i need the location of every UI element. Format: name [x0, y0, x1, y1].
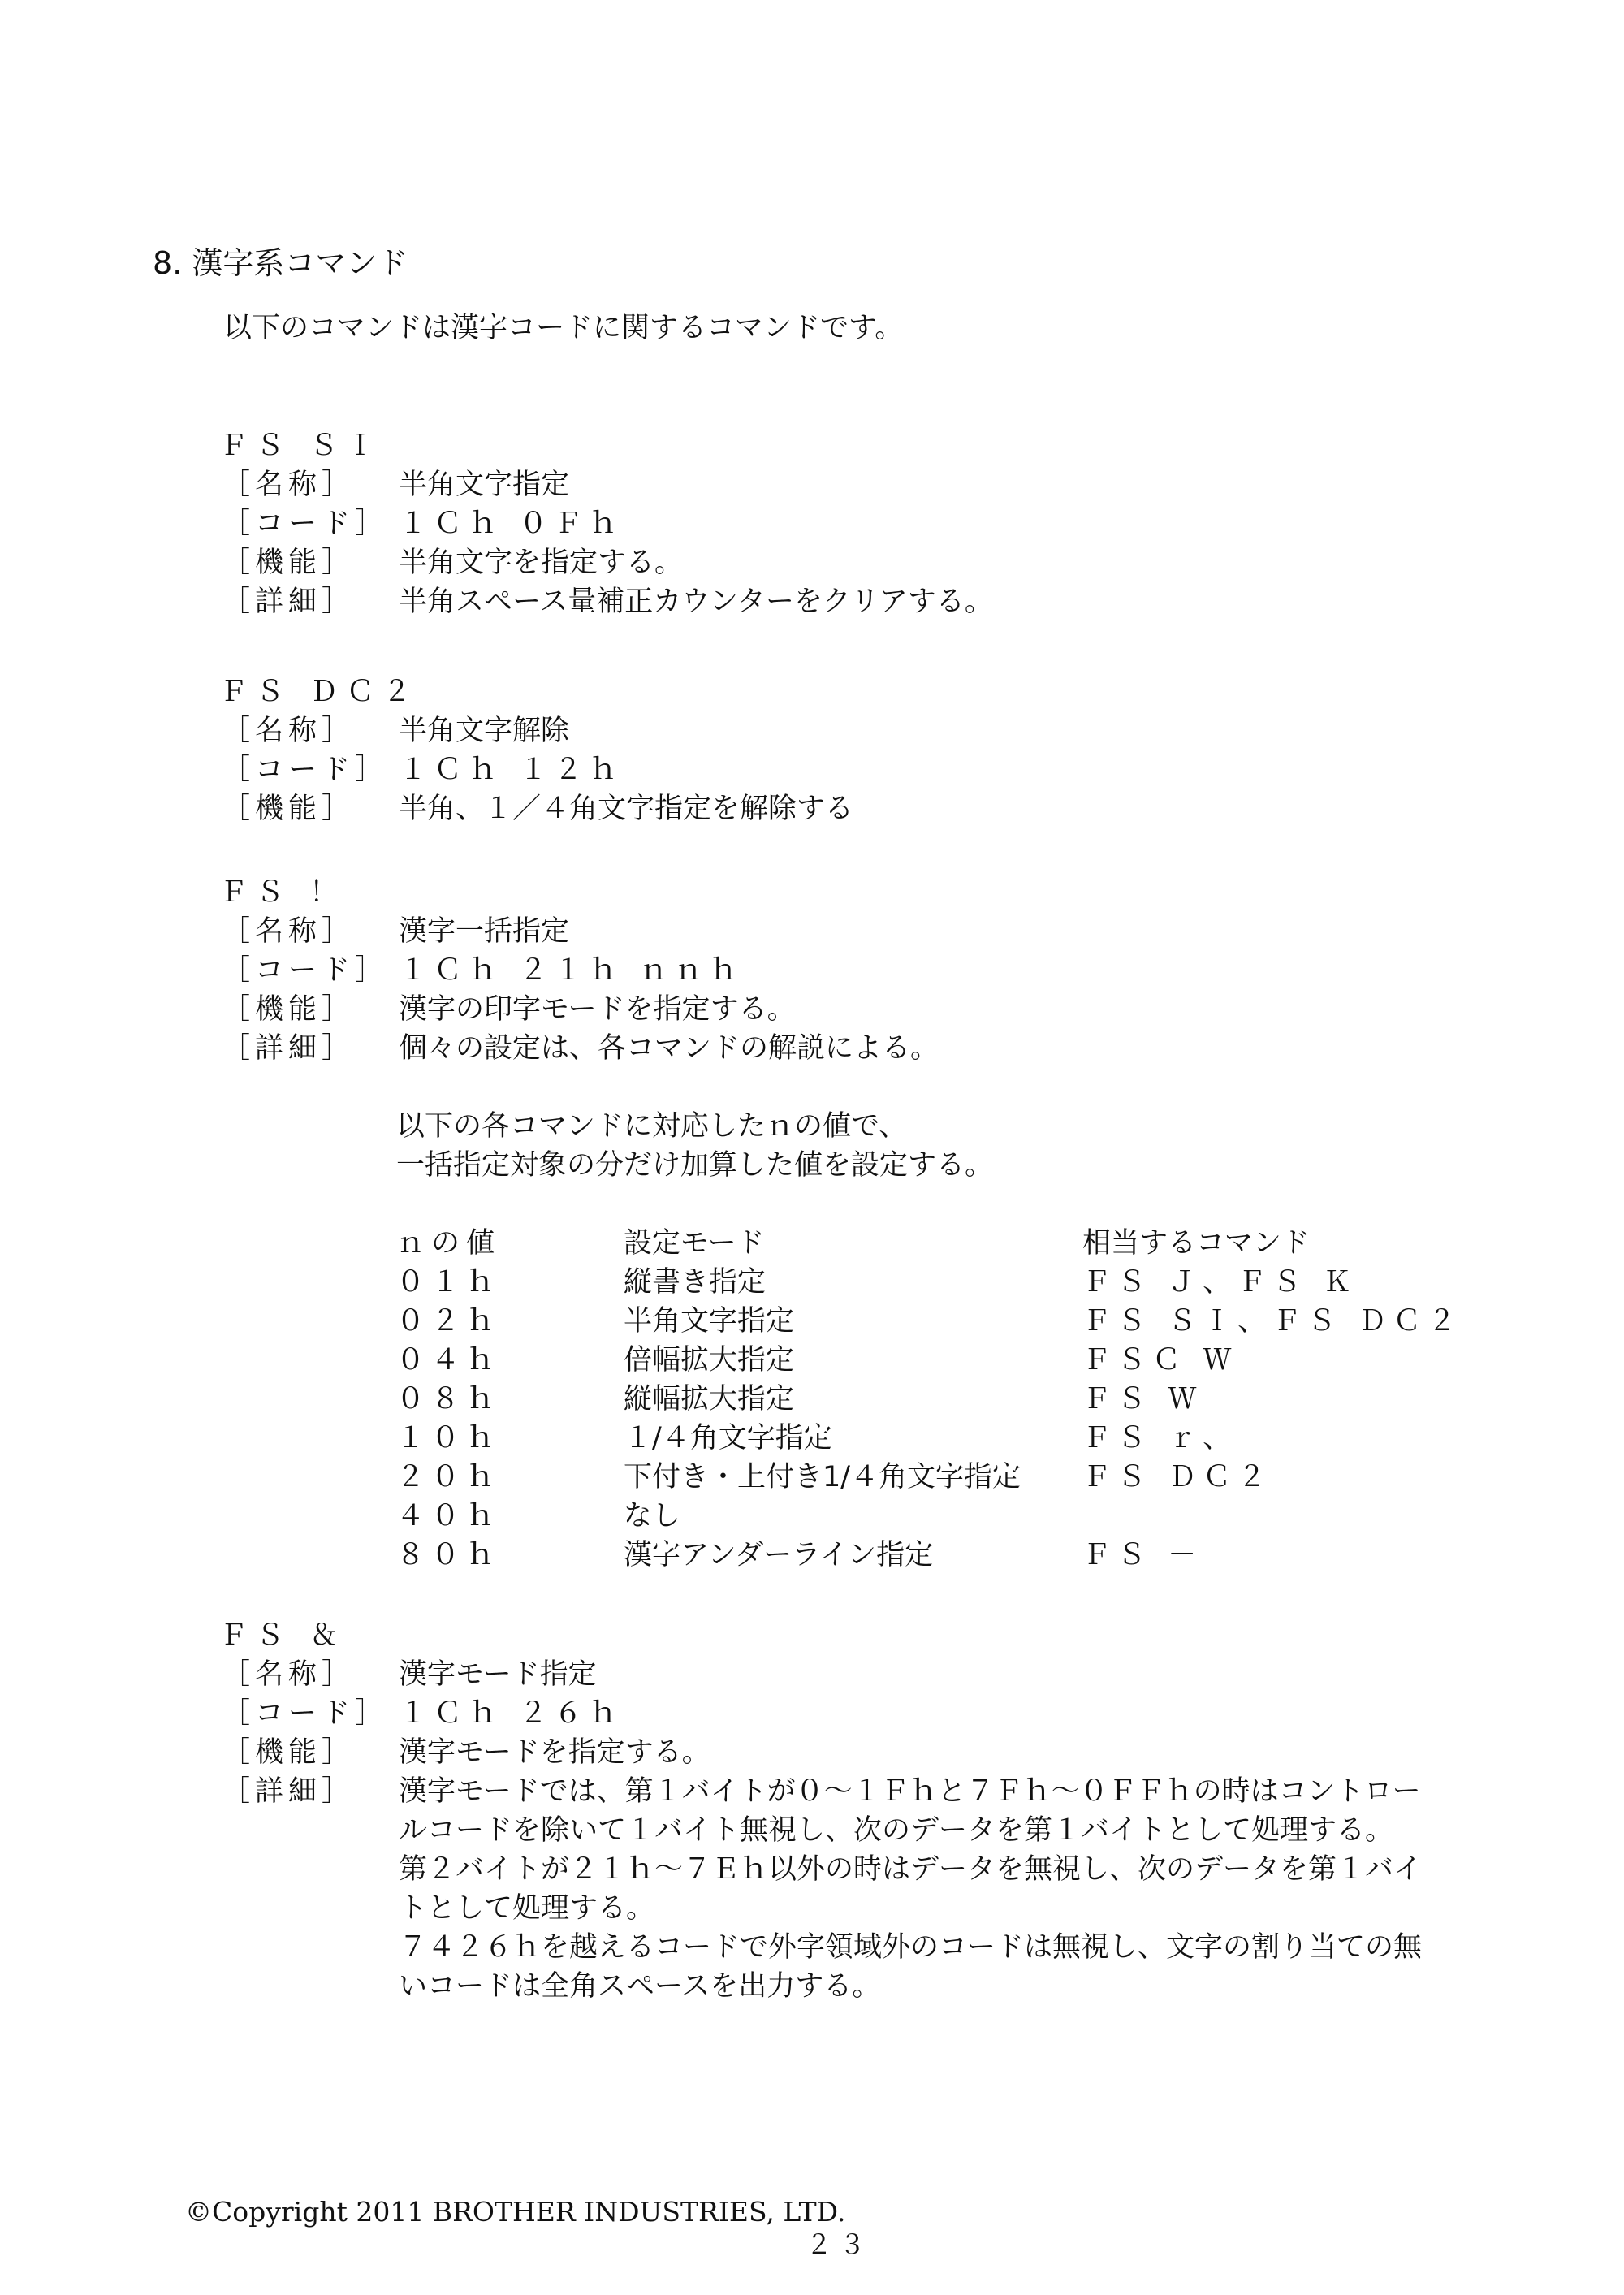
table-header: ｎの値 [396, 1227, 502, 1260]
field-value: 漢字一括指定 [399, 915, 570, 948]
field-label: ［名称］ [222, 469, 356, 501]
field-label: ［名称］ [222, 715, 356, 747]
field-label: ［コード］ [222, 508, 389, 540]
field-row [219, 1694, 1503, 1733]
table-cell: 下付き・上付き1/４角文字指定 [624, 1461, 1021, 1493]
field-row [219, 990, 1462, 1029]
command-name: ＦＳ ＆ [219, 1619, 347, 1652]
field-label: ［機能］ [222, 793, 356, 825]
detail-line: ルコードを除いて１バイト無視し、次のデータを第１バイトとして処理する。 [399, 1814, 1394, 1847]
field-row [219, 1029, 1462, 1068]
field-value: １Ｃｈ ２６ｈ [399, 1697, 624, 1730]
field-row [219, 1772, 1503, 2006]
copyright-footer: ©Copyright 2011 BROTHER INDUSTRIES, LTD. [185, 2196, 846, 2228]
field-label: ［コード］ [222, 754, 389, 786]
command-fs-exclamation [219, 873, 1462, 1575]
table-cell: ０２ｈ [396, 1305, 502, 1338]
field-row [219, 465, 993, 504]
field-label: ［コード］ [222, 954, 389, 987]
table-cell: ＦＳ － [1082, 1539, 1203, 1571]
detail-line: トとして処理する。 [399, 1892, 655, 1925]
field-label: ［詳細］ [222, 1775, 356, 1808]
table-cell: ＦＳ Ｗ [1082, 1383, 1203, 1415]
field-value: 半角スペース量補正カウンターをクリアする。 [399, 586, 993, 618]
table-cell: １/４角文字指定 [624, 1422, 832, 1454]
paragraph-line: 一括指定対象の分だけ加算した値を設定する。 [396, 1149, 994, 1182]
field-value: 半角文字を指定する。 [399, 547, 684, 579]
field-value: 個々の設定は、各コマンドの解説による。 [399, 1032, 939, 1065]
field-value: １Ｃｈ ２１ｈ ｎｎｈ [399, 954, 745, 987]
table-cell: ＦＳＣ Ｗ [1082, 1344, 1238, 1377]
field-row [219, 1655, 1503, 1694]
section-heading: 8. 漢字系コマンド [153, 245, 408, 281]
field-value: １Ｃｈ ０Ｆｈ [399, 508, 624, 540]
command-name: ＦＳ ＤＣ２ [219, 676, 420, 708]
table-row [396, 1302, 1462, 1341]
field-label: ［コード］ [222, 1697, 389, 1730]
table-cell: 半角文字指定 [624, 1305, 795, 1338]
field-value: 漢字モードを指定する。 [399, 1736, 710, 1769]
table-cell: 縦幅拡大指定 [624, 1383, 795, 1415]
table-cell: ２０ｈ [396, 1461, 502, 1493]
table-header: 設定モード [624, 1227, 765, 1260]
field-row [219, 504, 993, 543]
field-label: ［名称］ [222, 1658, 356, 1691]
field-value: 漢字モード指定 [399, 1658, 597, 1691]
field-row [219, 543, 993, 582]
field-value: 半角文字指定 [399, 469, 570, 501]
command-name: ＦＳ ＳＩ [219, 430, 383, 462]
field-row [219, 711, 853, 750]
table-cell: なし [624, 1500, 681, 1532]
table-row [396, 1536, 1462, 1575]
command-name: ＦＳ ！ [219, 876, 347, 909]
field-value: 半角、１／４角文字指定を解除する [399, 793, 854, 825]
detail-text [399, 1772, 1503, 2006]
field-row [219, 951, 1462, 990]
table-row [396, 1380, 1462, 1419]
paragraph-line: 以下の各コマンドに対応したｎの値で、 [396, 1110, 908, 1143]
field-row [219, 582, 993, 621]
table-row [396, 1458, 1462, 1497]
table-cell: ８０ｈ [396, 1539, 502, 1571]
table-cell: ＦＳ ｒ、 [1082, 1422, 1238, 1454]
table-cell: ４０ｈ [396, 1500, 502, 1532]
command-fs-si [219, 426, 993, 621]
field-row [219, 750, 853, 789]
table-cell: ＦＳ ＤＣ２ [1082, 1461, 1273, 1493]
table-cell: ０１ｈ [396, 1266, 502, 1299]
table-row [396, 1419, 1462, 1458]
detail-line: いコードは全角スペースを出力する。 [399, 1970, 881, 2003]
field-label: ［機能］ [222, 1736, 356, 1769]
table-cell: ＦＳ ＳＩ、ＦＳ ＤＣ２ [1082, 1305, 1463, 1338]
field-label: ［名称］ [222, 915, 356, 948]
section-intro: 以下のコマンドは漢字コードに関するコマンドです。 [223, 312, 904, 344]
table-cell: 倍幅拡大指定 [624, 1344, 795, 1377]
table-cell: １０ｈ [396, 1422, 502, 1454]
n-value-table [396, 1224, 1462, 1575]
field-value: 漢字の印字モードを指定する。 [399, 993, 796, 1026]
table-row [396, 1341, 1462, 1380]
field-label: ［詳細］ [222, 586, 356, 618]
command-fs-dc2 [219, 672, 853, 828]
detail-line: 漢字モードでは、第１バイトが０～１Ｆｈと７Ｆｈ～０ＦＦｈの時はコントロー [399, 1775, 1421, 1808]
field-row [219, 789, 853, 828]
field-label: ［詳細］ [222, 1032, 356, 1065]
field-row [219, 1733, 1503, 1772]
field-value: 半角文字解除 [399, 715, 570, 747]
table-cell: ０４ｈ [396, 1344, 502, 1377]
detail-line: 第２バイトが２１ｈ～７Ｅｈ以外の時はデータを無視し、次のデータを第１バイ [399, 1853, 1423, 1886]
table-cell: ＦＳ Ｊ、ＦＳ Ｋ [1082, 1266, 1358, 1299]
table-cell: 漢字アンダーライン指定 [624, 1539, 934, 1571]
field-value: １Ｃｈ １２ｈ [399, 754, 624, 786]
command-fs-ampersand [219, 1616, 1503, 2006]
table-header: 相当するコマンド [1082, 1227, 1311, 1260]
field-label: ［機能］ [222, 547, 356, 579]
detail-line: ７４２６ｈを越えるコードで外字領域外のコードは無視し、文字の割り当ての無 [399, 1931, 1423, 1964]
table-cell: 縦書き指定 [624, 1266, 767, 1299]
page-number: ２３ [806, 2228, 872, 2260]
table-cell: ０８ｈ [396, 1383, 502, 1415]
detail-paragraph [396, 1107, 1462, 1185]
table-row [396, 1497, 1462, 1536]
field-label: ［機能］ [222, 993, 356, 1026]
table-header-row [396, 1224, 1462, 1263]
table-row [396, 1263, 1462, 1302]
field-row [219, 912, 1462, 951]
